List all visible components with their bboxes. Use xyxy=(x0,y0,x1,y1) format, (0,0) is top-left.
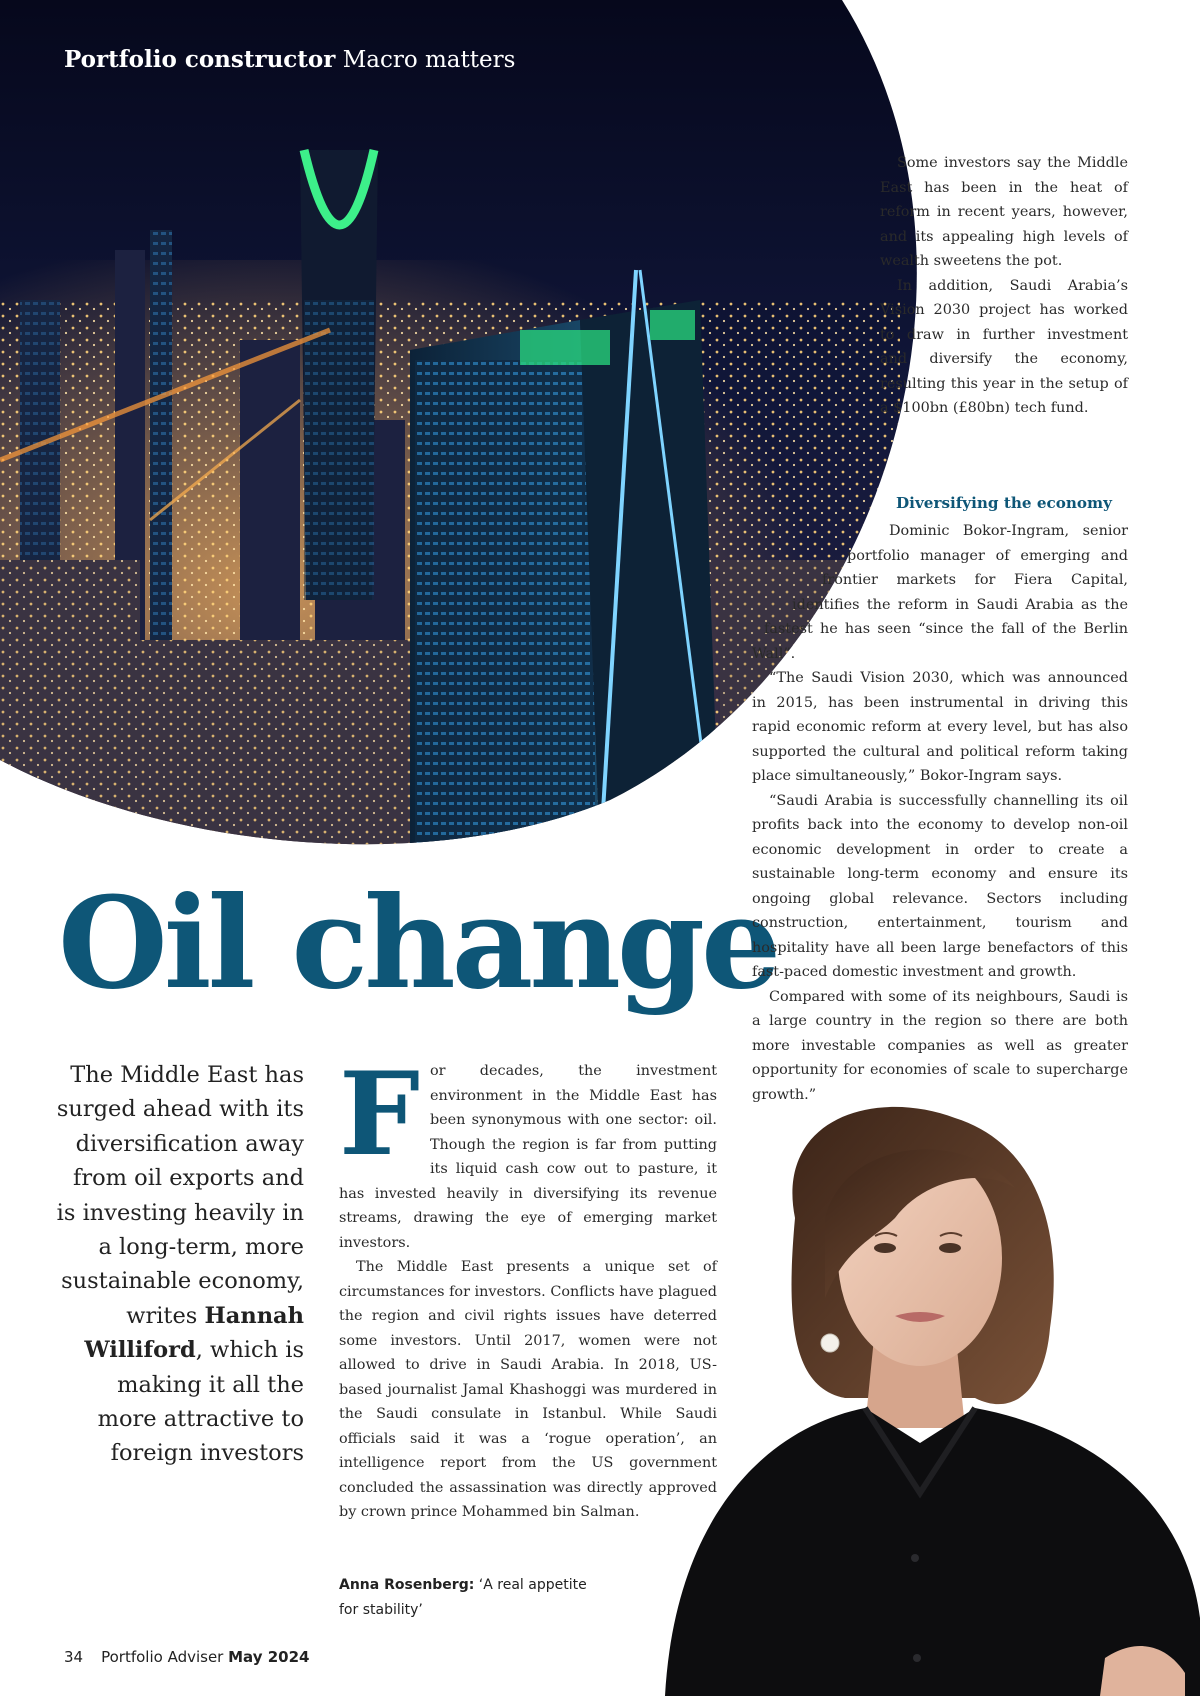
paragraph: or decades, the investment environment in the Middle East has been synonymous with one sector: oil. Though the region is far from putting its liquid cash cow out to pasture, it has invested heavily in diversifying its revenue streams, drawing the eye of emerging market investors. xyxy=(339,1063,717,1251)
drop-cap: F xyxy=(339,1047,420,1181)
body-column-right-top xyxy=(880,151,1128,421)
section-label xyxy=(64,46,515,73)
headline: Oil change xyxy=(58,869,778,1017)
body-column-right xyxy=(752,519,1128,1107)
paragraph: In addition, Saudi Arabia’s Vision 2030 project has worked to draw in further investment and diversify the economy, resulting this year in the setup of a $100bn (£80bn) tech fund. xyxy=(880,277,1128,416)
section-name: Portfolio constructor xyxy=(64,46,336,73)
page-number: 34 xyxy=(64,1648,84,1666)
paragraph: Compared with some of its neighbours, Saudi is a large country in the region so there are both more investable companies as well as greater opportunity for economies of scale to supercharge growth.” xyxy=(752,988,1128,1103)
caption-quote: ‘A real appetite for stability’ xyxy=(339,1577,587,1618)
standfirst-text-end: , which is making it all the more attractive to foreign investors xyxy=(97,1337,304,1467)
page-footer xyxy=(64,1648,309,1666)
caption-name: Anna Rosenberg: xyxy=(339,1577,475,1593)
paragraph: “The Saudi Vision 2030, which was announced in 2015, has been instrumental in driving this rapid economic reform at every level, but has also supported the cultural and political reform taking place simultaneously,” Bokor-Ingram says. xyxy=(752,670,1128,784)
author-name: Hannah Williford xyxy=(84,1302,304,1364)
paragraph: The Middle East presents a unique set of circumstances for investors. Conflicts have plagued the region and civil rights issues have deterred some investors. Until 2017, women were not allowed to drive in Saudi Arabia. In 2018, US-based journalist Jamal Khashoggi was murdered in the Saudi consulate in Istanbul. While Saudi officials said it was a ‘rogue operation’, an intelligence report from the US government concluded the assassination was directly approved by crown prince Mohammed bin Salman. xyxy=(339,1259,717,1520)
publication-name: Portfolio Adviser xyxy=(101,1648,224,1666)
paragraph: Dominic Bokor-Ingram, senior portfolio manager of emerging and frontier markets for Fiera Capital, identifies the reform in Saudi Arabia as the fastest he has seen “since the fall of the Berlin Wall”. xyxy=(752,523,1128,662)
subheading: Diversifying the economy xyxy=(896,494,1112,512)
issue-date: May 2024 xyxy=(228,1648,310,1666)
photo-caption xyxy=(339,1573,599,1622)
paragraph: “Saudi Arabia is successfully channelling its oil profits back into the economy to develop non-oil economic development in order to create a sustainable long-term economy and ensure its ongoing global relevance. Sectors including construction, entertainment, tourism and hospitality have all been large benefactors of this fast-paced domestic investment and growth. xyxy=(752,792,1128,980)
standfirst-text: The Middle East has surged ahead with its diversification away from oil exports and is investing heavily in a long-term, more sustainable economy, writes xyxy=(56,1062,304,1329)
paragraph: Some investors say the Middle East has been in the heat of reform in recent years, however, and its appealing high levels of wealth sweetens the pot. xyxy=(880,155,1128,269)
standfirst xyxy=(52,1058,304,1471)
subsection-name: Macro matters xyxy=(342,47,516,73)
